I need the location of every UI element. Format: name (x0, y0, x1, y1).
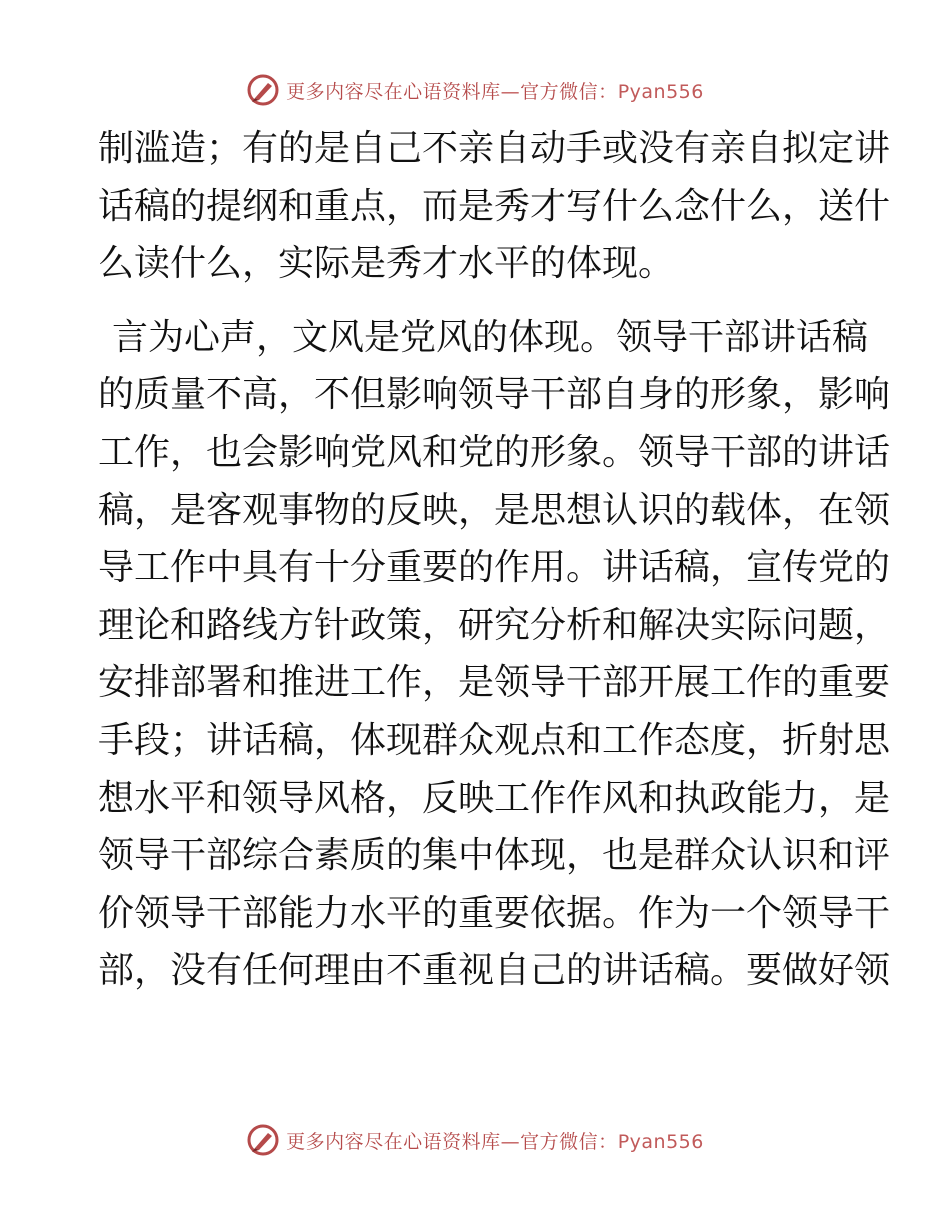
text-line: 想水平和领导风格，反映工作作风和执政能力，是 (98, 777, 891, 819)
header-banner-text: 更多内容尽在心语资料库—官方微信：Pyan556 (286, 80, 704, 103)
document-body (98, 120, 891, 1000)
pen-logo-icon (246, 73, 280, 107)
paragraph-1 (98, 120, 891, 293)
pen-logo-icon (246, 1123, 280, 1157)
text-line: 导工作中具有十分重要的作用。讲话稿，宣传党的 (98, 547, 891, 589)
wechat-id: Pyan556 (617, 1130, 704, 1153)
wechat-id: Pyan556 (617, 80, 704, 103)
header-banner (0, 70, 950, 110)
text-line: 稿，是客观事物的反映，是思想认识的载体，在领 (98, 489, 891, 531)
text-line: 领导干部综合素质的集中体现，也是群众认识和评 (98, 835, 891, 877)
text-line: 安排部署和推进工作，是领导干部开展工作的重要 (98, 662, 891, 704)
text-line: 工作，也会影响党风和党的形象。领导干部的讲话 (98, 431, 891, 473)
text-line: 的质量不高，不但影响领导干部自身的形象，影响 (98, 374, 891, 416)
text-line: 言为心声，文风是党风的体现。领导干部讲话稿 (112, 316, 869, 358)
text-line: 部，没有任何理由不重视自己的讲话稿。要做好领 (98, 950, 891, 992)
text-line: 手段；讲话稿，体现群众观点和工作态度，折射思 (98, 719, 891, 761)
footer-banner-text: 更多内容尽在心语资料库—官方微信：Pyan556 (286, 1130, 704, 1153)
text-line: 话稿的提纲和重点，而是秀才写什么念什么，送什 (98, 185, 891, 227)
text-line: 价领导干部能力水平的重要依据。作为一个领导干 (98, 892, 891, 934)
text-line: 么读什么，实际是秀才水平的体现。 (98, 243, 675, 285)
text-line: 理论和路线方针政策，研究分析和解决实际问题， (98, 604, 891, 646)
footer-banner (0, 1120, 950, 1160)
paragraph-2 (98, 309, 891, 1000)
text-line: 制滥造；有的是自己不亲自动手或没有亲自拟定讲 (98, 128, 891, 169)
